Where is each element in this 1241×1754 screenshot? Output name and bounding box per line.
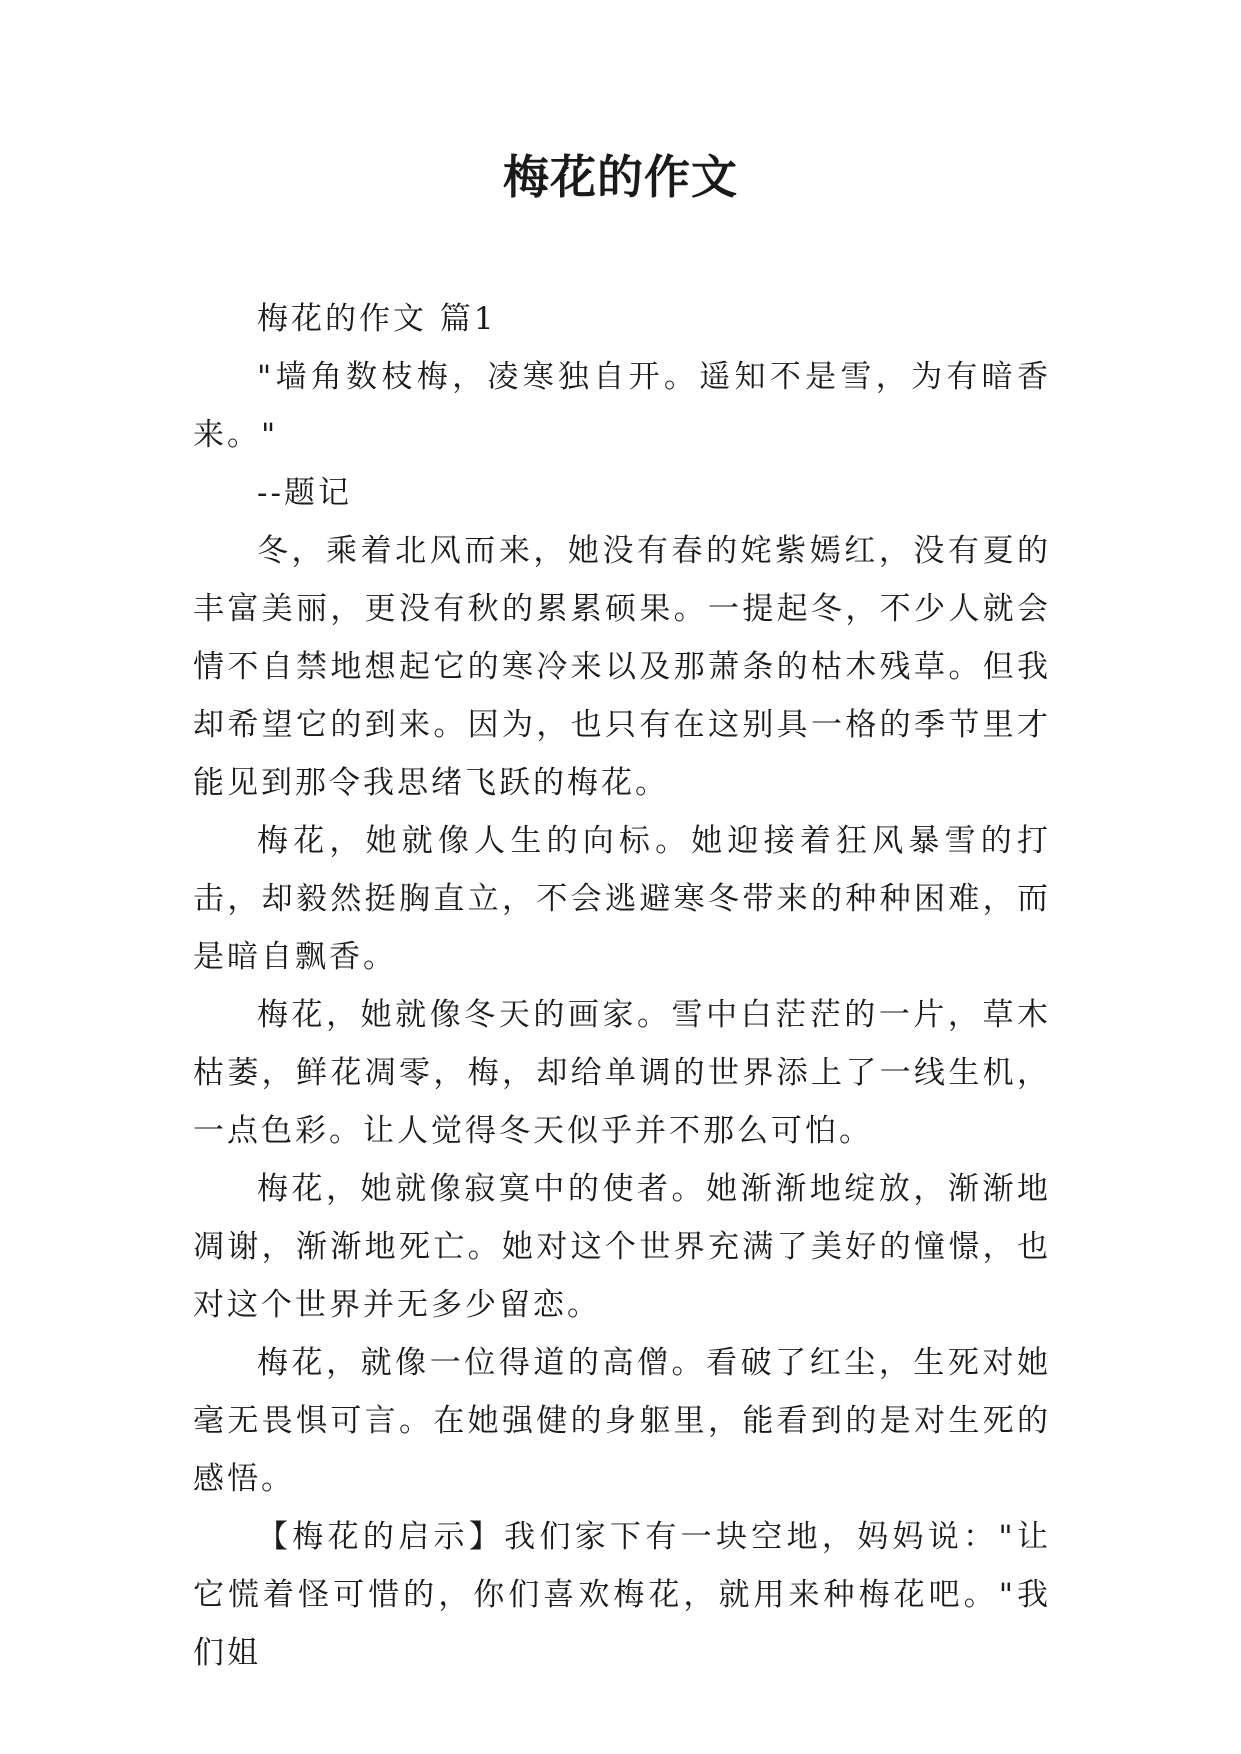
document-body <box>193 290 1051 1682</box>
body-paragraph: 冬，乘着北风而来，她没有春的姹紫嫣红，没有夏的丰富美丽，更没有秋的累累硕果。一提起冬，不少人就会情不自禁地想起它的寒冷来以及那萧条的枯木残草。但我却希望它的到来。因为，也只有在这别具一格的季节里才能见到那令我思绪飞跃的梅花。 <box>193 533 1051 801</box>
body-paragraph: 梅花，她就像人生的向标。她迎接着狂风暴雪的打击，却毅然挺胸直立，不会逃避寒冬带来的种种困难，而是暗自飘香。 <box>193 823 1051 975</box>
document-title: 梅花的作文 <box>503 150 738 204</box>
body-paragraph: 梅花，她就像冬天的画家。雪中白茫茫的一片，草木枯萎，鲜花凋零，梅，却给单调的世界添上了一线生机，一点色彩。让人觉得冬天似乎并不那么可怕。 <box>193 997 1051 1149</box>
epigraph-attribution: --题记 <box>257 475 352 511</box>
section-heading: 梅花的作文 篇1 <box>257 301 497 337</box>
body-paragraph: 梅花，就像一位得道的高僧。看破了红尘，生死对她毫无畏惧可言。在她强健的身躯里，能看到的是对生死的感悟。 <box>193 1345 1051 1497</box>
body-paragraph: 梅花，她就像寂寞中的使者。她渐渐地绽放，渐渐地凋谢，渐渐地死亡。她对这个世界充满了美好的憧憬，也对这个世界并无多少留恋。 <box>193 1171 1051 1323</box>
body-paragraph: 【梅花的启示】我们家下有一块空地，妈妈说："让它慌着怪可惜的，你们喜欢梅花，就用来种梅花吧。"我们姐 <box>193 1519 1051 1671</box>
epigraph-quote: "墙角数枝梅，凌寒独自开。遥知不是雪，为有暗香来。" <box>193 359 1051 453</box>
